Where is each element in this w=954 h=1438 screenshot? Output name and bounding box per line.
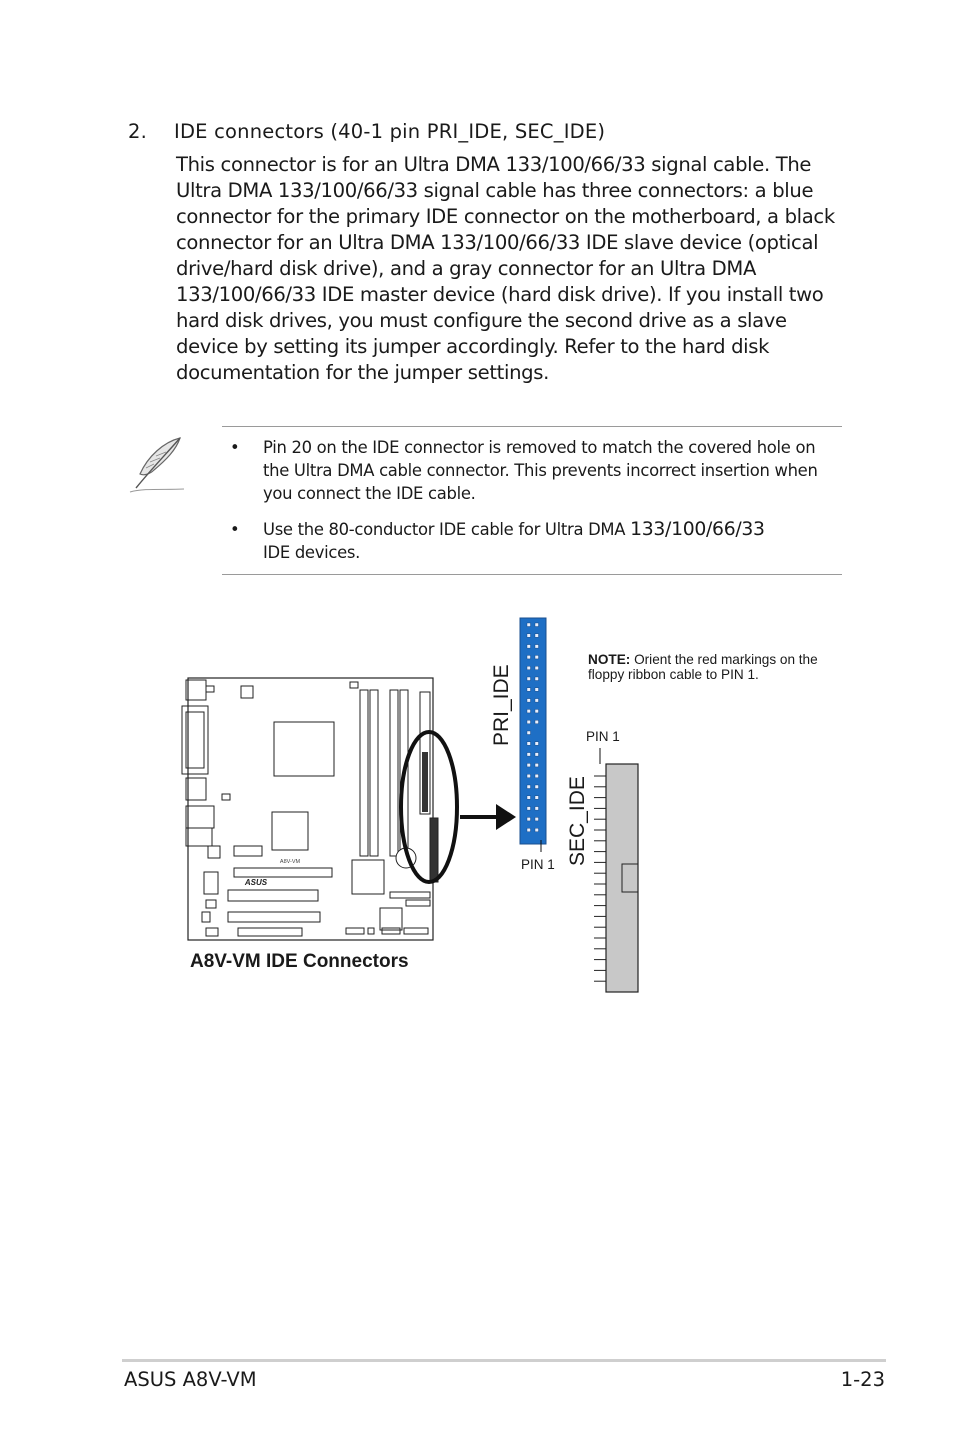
pri-ide-connector <box>520 618 546 844</box>
connector-pin <box>527 742 531 746</box>
connector-pin <box>527 655 531 659</box>
connector-pin <box>527 645 531 649</box>
note-item-version: 133/100/66/33 <box>630 519 765 540</box>
connector-pin <box>535 785 539 789</box>
connector-pin <box>535 688 539 692</box>
pri-pin1-label: PIN 1 <box>521 857 555 872</box>
section-title: IDE connectors (40-1 pin PRI_IDE, SEC_IDE) <box>174 120 606 143</box>
connector-pin <box>527 796 531 800</box>
connector-pin <box>535 763 539 767</box>
connector-pin <box>535 720 539 724</box>
pri-ide-board <box>422 752 428 812</box>
connector-pin <box>535 645 539 649</box>
connector-pin <box>527 753 531 757</box>
diagram-note <box>588 652 848 682</box>
connector-pin <box>535 623 539 627</box>
connector-pin <box>527 720 531 724</box>
sec-ide-label: SEC_IDE <box>566 776 589 866</box>
connector-pin <box>527 817 531 821</box>
connector-pin <box>527 807 531 811</box>
connector-pin <box>527 666 531 670</box>
pri-ide-label: PRI_IDE <box>490 664 513 746</box>
connector-pin <box>535 677 539 681</box>
note-item-text: Pin 20 on the IDE connector is removed to match the covered hole on the Ultra DMA cable connector. This prevents incorrect insertion when you connect the IDE cable. <box>263 438 818 503</box>
footer-product: ASUS A8V-VM <box>124 1368 257 1391</box>
sec-pin1-label: PIN 1 <box>586 729 620 744</box>
connector-pin <box>527 699 531 703</box>
connector-pin <box>527 688 531 692</box>
connector-pin <box>527 709 531 713</box>
connector-pin <box>535 742 539 746</box>
connector-pin <box>527 774 531 778</box>
connector-pin <box>535 807 539 811</box>
connector-pin <box>535 655 539 659</box>
connector-pin <box>535 634 539 638</box>
connector-pin <box>527 785 531 789</box>
connector-pin <box>535 753 539 757</box>
callout-arrow-head <box>496 804 516 830</box>
connector-pin <box>535 709 539 713</box>
asus-logo: ASUS <box>244 878 268 887</box>
connector-pin <box>535 699 539 703</box>
connector-pin <box>527 677 531 681</box>
connector-pin <box>535 666 539 670</box>
footer-rule <box>122 1359 886 1362</box>
connector-pin <box>527 763 531 767</box>
sec-ide-board <box>430 818 438 882</box>
connector-pin <box>535 774 539 778</box>
page-number: 1-23 <box>840 1368 885 1391</box>
diagram-note-label: NOTE: <box>588 652 631 667</box>
board-model-label: A8V-VM <box>279 859 301 865</box>
connector-pin <box>535 828 539 832</box>
bullet-icon: • <box>230 438 240 457</box>
connector-pin <box>527 731 531 735</box>
section-number: 2. <box>128 120 148 143</box>
note-item-text-end: IDE devices. <box>263 543 361 562</box>
diagram-caption: A8V-VM IDE Connectors <box>190 951 409 972</box>
connector-pin <box>535 817 539 821</box>
bullet-icon: • <box>230 520 240 539</box>
note-item-text: Use the 80-conductor IDE cable for Ultra DMA <box>263 520 631 539</box>
connector-pin <box>527 828 531 832</box>
sec-ide-pin-ticks <box>594 776 606 981</box>
diagram-note-text: Orient the red markings on the floppy ribbon cable to PIN 1. <box>588 652 818 682</box>
connector-pin <box>527 623 531 627</box>
connector-pin <box>535 796 539 800</box>
connector-pin <box>527 634 531 638</box>
section-body: This connector is for an Ultra DMA 133/100/66/33 signal cable. The Ultra DMA 133/100/66/33 signal cable has three connectors: a blue connector for the primary IDE connector on the motherboard, a black connector for an Ultra DMA 133/100/66/33 IDE slave device (optical drive/hard disk drive), and a gray connector for an Ultra DMA 133/100/66/33 IDE master device (hard disk drive). If you install two hard disk drives, you must configure the second drive as a slave device by setting its jumper accordingly. Refer to the hard disk documentation for the jumper settings. <box>176 153 835 384</box>
